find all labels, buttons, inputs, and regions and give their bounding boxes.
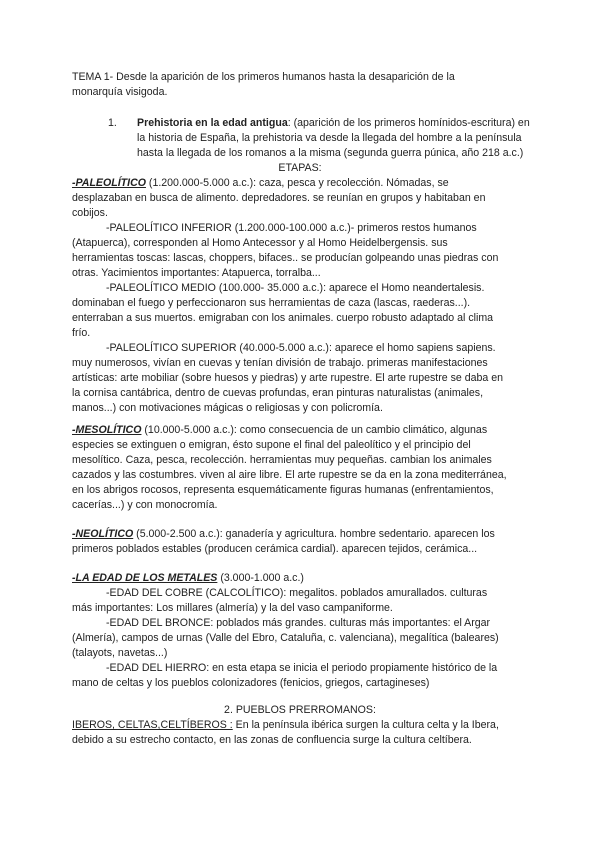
title-line-1: TEMA 1- Desde la aparición de los primeros humanos hasta la desaparición de la: [72, 71, 455, 83]
title-line-2: monarquía visigoda.: [72, 86, 168, 98]
paleolitico-medio-line-4: frío.: [72, 327, 91, 339]
section-1-line-1: [137, 116, 548, 131]
section-2-line-2: debido a su estrecho contacto, en las zonas de confluencia surge la cultura celtíbera.: [72, 734, 472, 746]
paleolitico-medio-line-2: dominaban el fuego y perfeccionaron sus herramientas de caza (lascas, raederas...).: [72, 297, 471, 309]
mesolitico-line-2: especies se extinguen o emigran, ésto supone el final del paleolítico y el principio del: [72, 439, 471, 451]
metales-line-1-text: (3.000-1.000 a.c.): [217, 572, 304, 584]
mesolitico-line-5: en los abrigos rocosos, representa esquemáticamente figuras humanas (enfrentamientos,: [72, 484, 494, 496]
section-1-line-2: la historia de España, la prehistoria va desde la llegada del hombre a la península: [137, 132, 522, 144]
metales-line-1: [72, 571, 499, 586]
paleolitico-section: [72, 176, 503, 416]
mesolitico-section: [72, 423, 507, 513]
cobre-line-1: -EDAD DEL COBRE (CALCOLÍTICO): megalitos. poblados amurallados. culturas: [106, 587, 488, 599]
neolitico-section: [72, 527, 495, 557]
paleolitico-inferior-line-2: (Atapuerca), corresponden al Homo Antecessor y al Homo Heidelbergensis. sus: [72, 237, 448, 249]
section-1: [108, 116, 548, 161]
neolitico-line-2: primeros poblados estables (producen cerámica cardial). aparecen tejidos, cerámica...: [72, 543, 478, 555]
etapas-heading: ETAPAS:: [278, 162, 322, 174]
paleolitico-superior-line-4: la cornisa cantábrica, dentro de cuevas profundas, eran pinturas naturalistas (animales,: [72, 387, 484, 399]
neolitico-heading: -NEOLÍTICO: [72, 528, 134, 540]
metales-section: [72, 571, 499, 691]
paleolitico-heading: -PALEOLÍTICO: [72, 177, 146, 189]
paleolitico-line-2: desplazaban en busca de alimento. depredadores. se reunían en grupos y habitaban en: [72, 192, 486, 204]
paleolitico-inferior-line-3: herramientas toscas: lascas, choppers, bifaces.. se producían golpeando unas piedras con: [72, 252, 499, 264]
paleolitico-medio-line-3: enterraban a sus muertos. emigraban con los animales. cuerpo robusto adaptado al clima: [72, 312, 494, 324]
section-1-number: 1.: [108, 117, 117, 129]
mesolitico-line-1: [72, 423, 507, 438]
section-2-subheading: IBEROS, CELTAS,CELTÍBEROS :: [72, 719, 233, 731]
mesolitico-line-4: cazados y las costumbres. viven al aire libre. El arte rupestre se da en la zona mediterránea,: [72, 469, 507, 481]
section-1-heading: Prehistoria en la edad antigua: [137, 117, 288, 129]
mesolitico-line-1-text: (10.000-5.000 a.c.): como consecuencia de un cambio climático, algunas: [141, 424, 488, 436]
section-2: [72, 718, 499, 748]
bronce-line-1: -EDAD DEL BRONCE: poblados más grandes. culturas más importantes: el Argar: [106, 617, 491, 629]
section-1-line-1-text: : (aparición de los primeros homínidos-escritura) en: [287, 117, 530, 129]
mesolitico-line-6: cacerías...) y con monocromía.: [72, 499, 218, 511]
mesolitico-heading: -MESOLÍTICO: [72, 424, 142, 436]
paleolitico-line-1-text: (1.200.000-5.000 a.c.): caza, pesca y recolección. Nómadas, se: [145, 177, 449, 189]
neolitico-line-1: [72, 527, 495, 542]
document-title: [72, 70, 455, 100]
hierro-line-1: -EDAD DEL HIERRO: en esta etapa se inicia el periodo propiamente histórico de la: [106, 662, 498, 674]
paleolitico-superior-line-3: artísticas: arte mobiliar (sobre huesos y piedras) y arte rupestre. El arte rupestre se daba en: [72, 372, 504, 384]
paleolitico-medio-line-1: -PALEOLÍTICO MEDIO (100.000- 35.000 a.c.): aparece el Homo neandertalesis.: [106, 282, 485, 294]
paleolitico-inferior-line-1: -PALEOLÍTICO INFERIOR (1.200.000-100.000 a.c.)- primeros restos humanos: [106, 222, 477, 234]
section-2-line-1: [72, 718, 499, 733]
section-1-line-3: hasta la llegada de los romanos a la misma (segunda guerra púnica, año 218 a.c.): [137, 147, 524, 159]
paleolitico-line-1: [72, 176, 503, 191]
paleolitico-line-3: cobijos.: [72, 207, 108, 219]
cobre-line-2: más importantes: Los millares (almería) y la del vaso campaniforme.: [72, 602, 393, 614]
paleolitico-superior-line-5: manos...) con motivaciones mágicas o religiosas y con policromía.: [72, 402, 383, 414]
bronce-line-3: (talayots, navetas...): [72, 647, 168, 659]
section-2-line-1-text: En la península ibérica surgen la cultura celta y la Ibera,: [232, 719, 499, 731]
mesolitico-line-3: mesolítico. Caza, pesca, recolección. herramientas muy pequeñas. cambian los animales: [72, 454, 492, 466]
section-2-heading: 2. PUEBLOS PRERROMANOS:: [224, 704, 376, 716]
metales-heading: -LA EDAD DE LOS METALES: [72, 572, 218, 584]
paleolitico-superior-line-2: muy numerosos, vivían en cuevas y tenían división de trabajo. primeras manifestaciones: [72, 357, 488, 369]
neolitico-line-1-text: (5.000-2.500 a.c.): ganadería y agricultura. hombre sedentario. aparecen los: [133, 528, 495, 540]
hierro-line-2: mano de celtas y los pueblos colonizadores (fenicios, griegos, cartagineses): [72, 677, 430, 689]
bronce-line-2: (Almería), campos de urnas (Valle del Ebro, Cataluña, c. valenciana), megalítica (baleares): [72, 632, 499, 644]
paleolitico-superior-line-1: -PALEOLÍTICO SUPERIOR (40.000-5.000 a.c.): aparece el homo sapiens sapiens.: [106, 342, 496, 354]
paleolitico-inferior-line-4: otras. Yacimientos importantes: Atapuerca, torralba...: [72, 267, 321, 279]
